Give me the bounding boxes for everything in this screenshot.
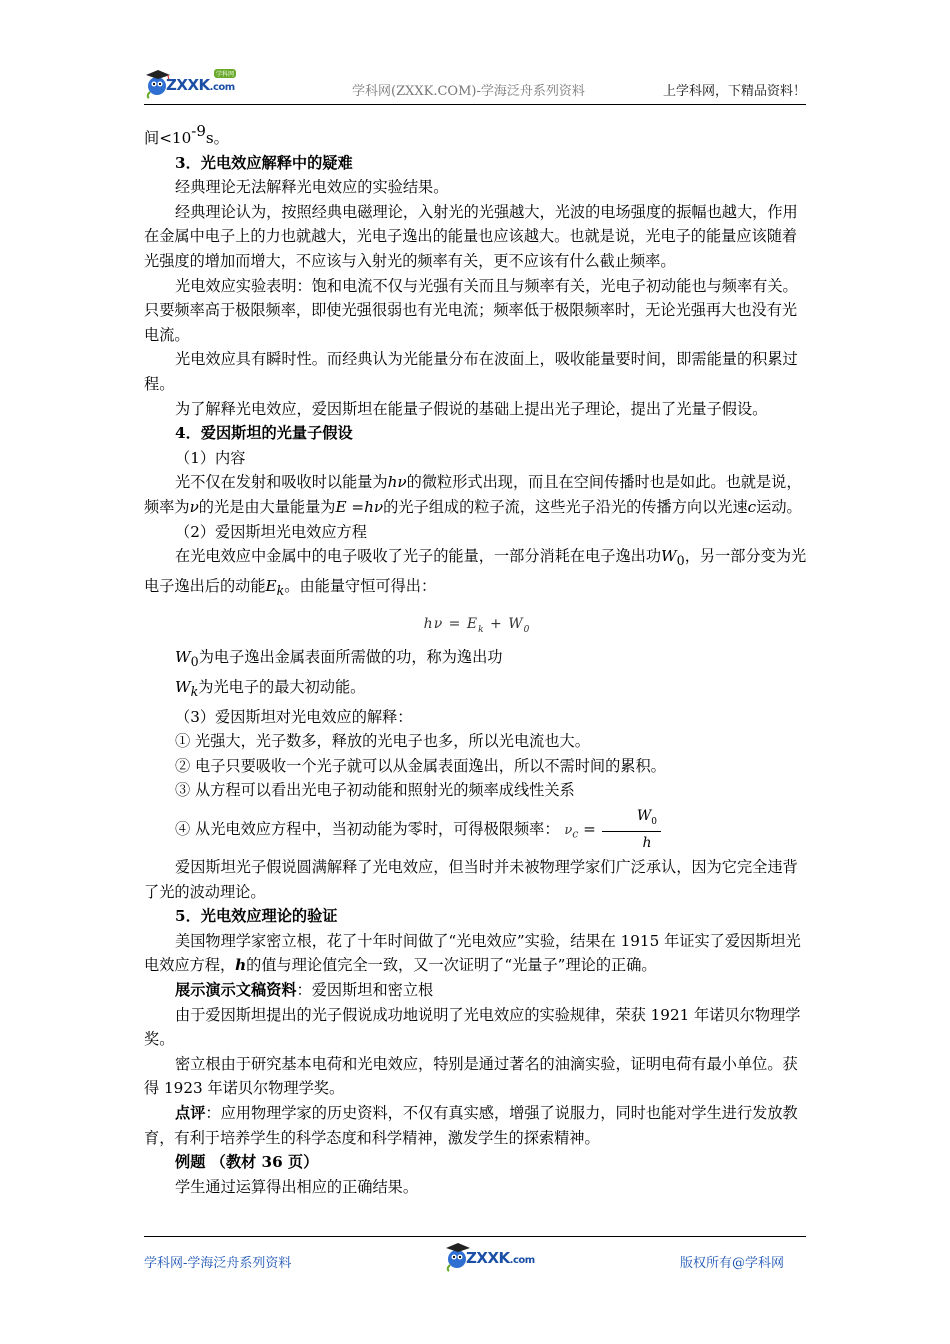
subsection-heading: （3）爱因斯坦对光电效应的解释：	[175, 707, 413, 726]
paragraph: 光不仅在发射和吸收时以能量为hν的微粒形式出现，而且在空间传播时也是如此。也就是说，频率为ν的光是由大量能量为E =hν的光子组成的粒子流，这些光子沿光的传播方向以光速c运动。	[144, 473, 802, 516]
list-item: ① 光强大，光子数多，释放的光电子也多，所以光电流也大。	[175, 732, 590, 751]
paragraph: 由于爱因斯坦提出的光子假说成功地说明了光电效应的实验规律，荣获 1921 年诺贝尔物理学奖。	[144, 1005, 801, 1049]
page-footer	[144, 1236, 806, 1277]
definition-line: $W_k$为光电子的最大初动能。	[175, 677, 366, 699]
paragraph: 密立根由于研究基本电荷和光电效应，特别是通过著名的油滴实验，证明电荷有最小单位。获得 1923 年诺贝尔物理学奖。	[144, 1054, 798, 1098]
list-item: ② 电子只要吸收一个光子就可以从金属表面逸出，所以不需时间的累积。	[175, 756, 666, 775]
paragraph: 光电效应实验表明：饱和电流不仅与光强有关而且与频率有关，光电子初动能也与频率有关。只要频率高于极限频率，即使光强很弱也有光电流；频率低于极限频率时，无论光强再大也没有光电流。	[144, 276, 798, 344]
paragraph: 在光电效应中金属中的电子吸收了光子的能量，一部分消耗在电子逸出功$W_0$，另一部分变为光电子逸出后的动能$E_k$。由能量守恒可得出：	[144, 547, 807, 598]
paragraph: 为了解释光电效应，爱因斯坦在能量子假说的基础上提出光子理论，提出了光量子假设。	[175, 399, 768, 418]
section-heading-4: 4．爱因斯坦的光量子假设	[175, 424, 353, 443]
example-heading: 例题 （教材 36 页）	[175, 1153, 319, 1172]
paragraph: 美国物理学家密立根，花了十年时间做了“光电效应”实验，结果在 1915 年证实了爱因斯坦光电效应方程，h的值与理论值完全一致，又一次证明了“光量子”理论的正确。	[144, 931, 801, 975]
logo-badge: 学科网	[216, 71, 235, 78]
header-slogan: 上学科网，下精品资料！	[662, 84, 806, 99]
definition-line: $W_0$为电子逸出金属表面所需做的功，称为逸出功	[175, 648, 503, 670]
paragraph: 点评：应用物理学家的历史资料，不仅有真实感，增强了说服力，同时也能对学生进行发放教育，有利于培养学生的科学态度和科学精神，激发学生的探索精神。	[144, 1103, 798, 1147]
subsection-heading: （1）内容	[175, 448, 246, 467]
paragraph: 光电效应具有瞬时性。而经典认为光能量分布在波面上，吸收能量要时间，即需能量的积累过程。	[144, 350, 798, 393]
logo-wordmark: ZXXK.com	[166, 76, 235, 94]
footer-logo-wordmark: ZXXK.com	[466, 1249, 535, 1267]
threshold-fraction: $\frac{W_0}{h}$	[602, 806, 661, 855]
paragraph: 学生通过运算得出相应的正确结果。	[175, 1177, 418, 1196]
list-item: ③ 从方程可以看出光电子初动能和照射光的频率成线性关系	[175, 781, 575, 800]
footer-site-link[interactable]: 学科网-学海泛舟系列资料	[144, 1256, 292, 1271]
paragraph-continuation: 间$<10^{-9}s$。	[144, 122, 229, 147]
page-header	[144, 64, 806, 105]
photoelectric-equation: $h\nu = E_k + W_0$	[423, 616, 531, 636]
zxxk-logo	[144, 66, 250, 100]
footer-zxxk-logo	[444, 1239, 552, 1273]
section-heading-5: 5．光电效应理论的验证	[175, 907, 338, 926]
paragraph: 经典理论认为，按照经典电磁理论，入射光的光强越大，光波的电场强度的振幅也越大，作用在金属中电子上的力也就越大，光电子逸出的能量也应该越大。也就是说，光电子的能量应该随着光强度的增加而增大，不应该与入射光的频率有关，更不应该有什么截止频率。	[144, 202, 798, 270]
paragraph: 爱因斯坦光子假说圆满解释了光电效应，但当时并未被物理学家们广泛承认，因为它完全违背了光的波动理论。	[144, 857, 798, 901]
footer-copyright-link[interactable]: 版权所有@学科网	[679, 1256, 784, 1271]
paragraph: 展示演示文稿资料：爱因斯坦和密立根	[175, 980, 434, 999]
subsection-heading: （2）爱因斯坦光电效应方程	[175, 522, 367, 541]
document-body	[144, 122, 810, 1199]
header-site-title: 学科网(ZXXK.COM)-学海泛舟系列资料	[352, 84, 585, 99]
section-heading-3: 3．光电效应解释中的疑难	[175, 153, 353, 172]
paragraph: 经典理论无法解释光电效应的实验结果。	[175, 178, 449, 197]
list-item: ④ 从光电效应方程中，当初动能为零时，可得极限频率： $\nu_c$ = $\frac{W_0}{h}$	[144, 803, 810, 855]
